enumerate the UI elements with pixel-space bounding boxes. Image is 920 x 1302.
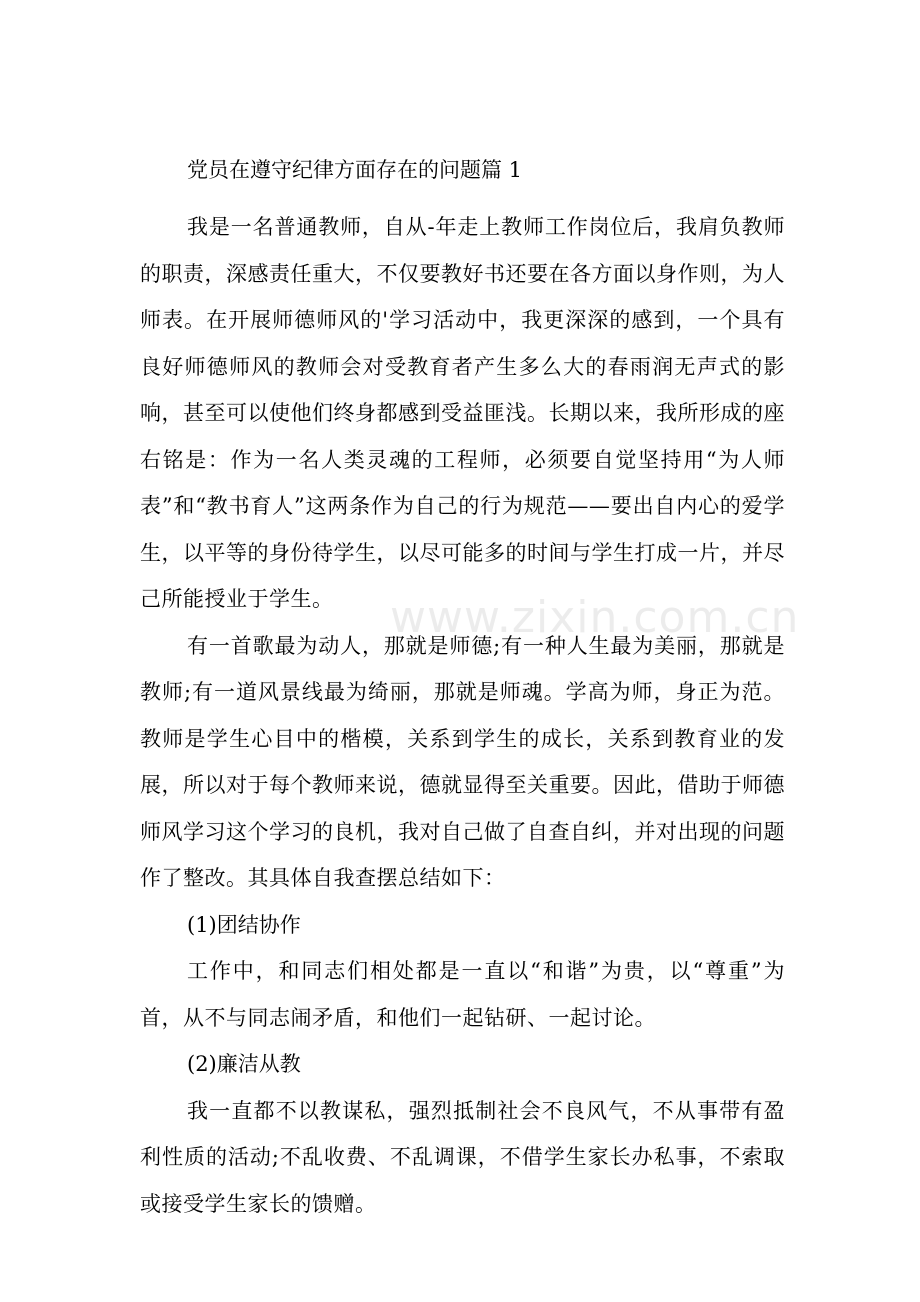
section-teamwork	[140, 902, 785, 1042]
watermark: www.zixin.com.cn	[390, 592, 800, 643]
section-body: 工作中，和同志们相处都是一直以“和谐”为贵，以“尊重”为首，从不与同志闹矛盾，和他们一起钻研、一起讨论。	[140, 959, 785, 1030]
document-title: 党员在遵守纪律方面存在的问题篇 1	[187, 158, 523, 182]
section-integrity	[140, 1041, 785, 1227]
document-page	[140, 150, 785, 1227]
section-heading: (1)团结协作	[187, 912, 301, 937]
section-heading: (2)廉洁从教	[187, 1052, 301, 1076]
paragraph-teacher-ethics: 有一首歌最为动人，那就是师德;有一种人生最为美丽，那就是教师;有一道风景线最为绮丽，那就是师魂。学高为师，身正为范。教师是学生心目中的楷模，关系到学生的成长，关系到教育业的发展，所以对于每个教师来说，德就显得至关重要。因此，借助于师德师风学习这个学习的良机，我对自己做了自查自纠，并对出现的问题作了整改。其具体自我查摆总结如下：	[140, 633, 785, 890]
section-body: 我一直都不以教谋私，强烈抵制社会不良风气，不从事带有盈利性质的活动;不乱收费、不乱调课，不借学生家长办私事，不索取或接受学生家长的馈赠。	[140, 1098, 785, 1216]
paragraph-intro: 我是一名普通教师，自从-年走上教师工作岗位后，我肩负教师的职责，深感责任重大，不仅要教好书还要在各方面以身作则，为人师表。在开展师德师风的'学习活动中，我更深深的感到，一个具有良好师德师风的教师会对受教育者产生多么大的春雨润无声式的影响，甚至可以使他们终身都感到受益匪浅。长期以来，我所形成的座右铭是：作为一名人类灵魂的工程师，必须要自觉坚持用“为人师表”和“教书育人”这两条作为自己的行为规范——要出自内心的爱学生，以平等的身份待学生，以尽可能多的时间与学生打成一片，并尽己所能授业于学生。	[140, 215, 785, 611]
